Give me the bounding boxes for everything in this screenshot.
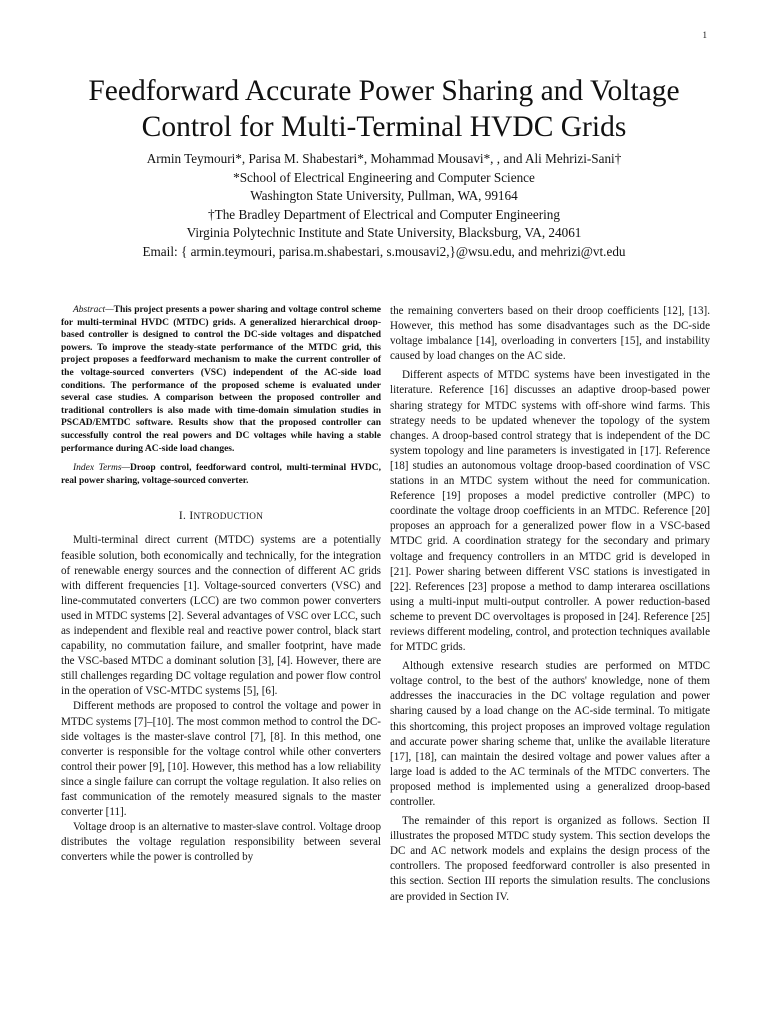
title-line-2: Control for Multi-Terminal HVDC Grids bbox=[141, 111, 627, 143]
author-block bbox=[40, 150, 728, 261]
author-names: Armin Teymouri*, Parisa M. Shabestari*, Mohammad Mousavi*, , and Ali Mehrizi-Sani† bbox=[146, 151, 622, 166]
index-terms-text: Droop control, feedforward control, multi-terminal HVDC, real power sharing, voltage-sourced converter. bbox=[61, 463, 381, 486]
index-terms bbox=[61, 462, 381, 487]
affiliation-2-line-2: Virginia Polytechnic Institute and State University, Blacksburg, VA, 24061 bbox=[186, 225, 582, 240]
title-line-1: Feedforward Accurate Power Sharing and Voltage bbox=[88, 75, 680, 107]
right-paragraph-4: The remainder of this report is organized as follows. Section II illustrates the proposed MTDC study system. This section develops the DC and AC network models and explains the design process of the controllers. The proposed feedforward controller is also presented in this section. Section III reports the simulation results. The conclusions are provided in Section IV. bbox=[390, 815, 710, 903]
section-number: I. bbox=[178, 510, 190, 523]
intro-paragraph-2: Different methods are proposed to control the voltage and power in MTDC systems [7]–[10]. The most common method to control the DC-side voltages is the master-slave control [7], [8]. In this method, one converter is responsible for the voltage control while other converters control their power [9], [10]. However, this method has a low reliability since a single failure can corrupt the voltage regulation. It also relies on fast communication of the remotely measured signals to the master converter [11]. bbox=[61, 700, 381, 819]
right-paragraph-3: Although extensive research studies are performed on MTDC voltage control, to the best of the authors' knowledge, none of them addresses the inaccuracies in the DC voltage regulation and power sharing caused by a load change on the AC-side terminal. To mitigate this shortcoming, this project proposes an improved voltage regulation and accurate power sharing scheme that, unlike the available literature [17], [18], can maintain the desired voltage and power values after a large load is added to the AC terminals of the MTDC converters. The proposed method is implemented using a generalized droop-based controller. bbox=[390, 660, 710, 808]
left-column bbox=[61, 304, 381, 865]
section-title-rest: NTRODUCTION bbox=[193, 511, 264, 522]
paper-title bbox=[40, 73, 728, 145]
right-column bbox=[390, 304, 710, 905]
affiliation-2-line-1: †The Bradley Department of Electrical and Computer Engineering bbox=[208, 206, 560, 222]
abstract-label: Abstract— bbox=[73, 305, 114, 315]
right-paragraph-1: the remaining converters based on their droop coefficients [12], [13]. However, this method has some disadvantages such as the DC-side voltage imbalance [14], overloading in converters [15], and instability caused by load changes on the AC side. bbox=[390, 305, 710, 363]
abstract-text: This project presents a power sharing and voltage control scheme for multi-terminal HVDC (MTDC) grids. A generalized hierarchical droop-based controller is designed to control the DC-side voltages and dispatched powers. To improve the steady-state performance of the MTDC grid, this project proposes a feedforward mechanism to make the current controller of the voltage-sourced converters (VSC) independent of the AC-side load conditions. The performance of the proposed scheme is evaluated under several case studies. A comparison between the proposed controller and traditional controllers is also made with time-domain simulation studies in PSCAD/EMTDC software. Results show that the proposed controller can successfully control the real powers and DC voltages while having a stable performance during AC-side load changes. bbox=[61, 305, 381, 454]
affiliation-1-line-1: *School of Electrical Engineering and Computer Science bbox=[233, 169, 535, 185]
right-paragraph-2: Different aspects of MTDC systems have been investigated in the literature. Reference [16] discusses an adaptive droop-based power sharing strategy for MTDC systems with off-shore wind farms. This strategy needs to be updated whenever the topology of the system changes. A droop-based control strategy that is independent of the DC system topology and line parameters is investigated in [17]. Reference [18] studies an autonomous voltage droop-based coordination of VSC stations in an MTDC system without the need for communication. Reference [19] proposes a model predictive controller (MPC) to coordinate the voltage droop coefficients in an MTDC. Reference [20] proposes an approach for a generalized power flow in a VSC-based MTDC grid. A coordination strategy for the secondary and primary voltage and frequency controllers in an MTDC grid is developed in [21]. Power sharing between different VSC stations is investigated in [22]. References [23] propose a method to damp interarea oscillations using a multi-input multi-output controller. A power reduction-based scheme to prevent DC overvoltages is proposed in [24]. Reference [25] reviews different modeling, control, and protection techniques available for MTDC grids. bbox=[390, 369, 710, 654]
section-heading-introduction bbox=[61, 509, 381, 524]
author-emails: Email: { armin.teymouri, parisa.m.shabestari, s.mousavi2,}@wsu.edu, and mehrizi@vt.edu bbox=[142, 243, 626, 259]
page-number: 1 bbox=[702, 30, 707, 40]
intro-paragraph-1: Multi-terminal direct current (MTDC) systems are a potentially feasible solution, both economically and technically, for the integration of renewable energy sources and the connection of different AC grids with different frequencies [1]. Voltage-sourced converters (VSC) and line-commutated converters (LCC) are two common power converters used in MTDC systems [2]. Several advantages of VSC over LCC, such as independent and flexible real and reactive power control, black start capability, no commutation failure, and smaller footprint, have made the VSC-based MTDC a dominant solution [3], [4]. However, there are still challenges regarding DC voltage regulation and power flow control in the operation of VSC-MTDC systems [5], [6]. bbox=[61, 534, 381, 698]
index-terms-label: Index Terms— bbox=[73, 463, 130, 474]
section-title-first: I bbox=[189, 510, 194, 523]
affiliation-1-line-2: Washington State University, Pullman, WA, 99164 bbox=[250, 188, 518, 203]
abstract bbox=[61, 304, 381, 455]
intro-paragraph-3: Voltage droop is an alternative to master-slave control. Voltage droop distributes the voltage regulation responsibility between several converters while the power is controlled by bbox=[61, 821, 381, 864]
